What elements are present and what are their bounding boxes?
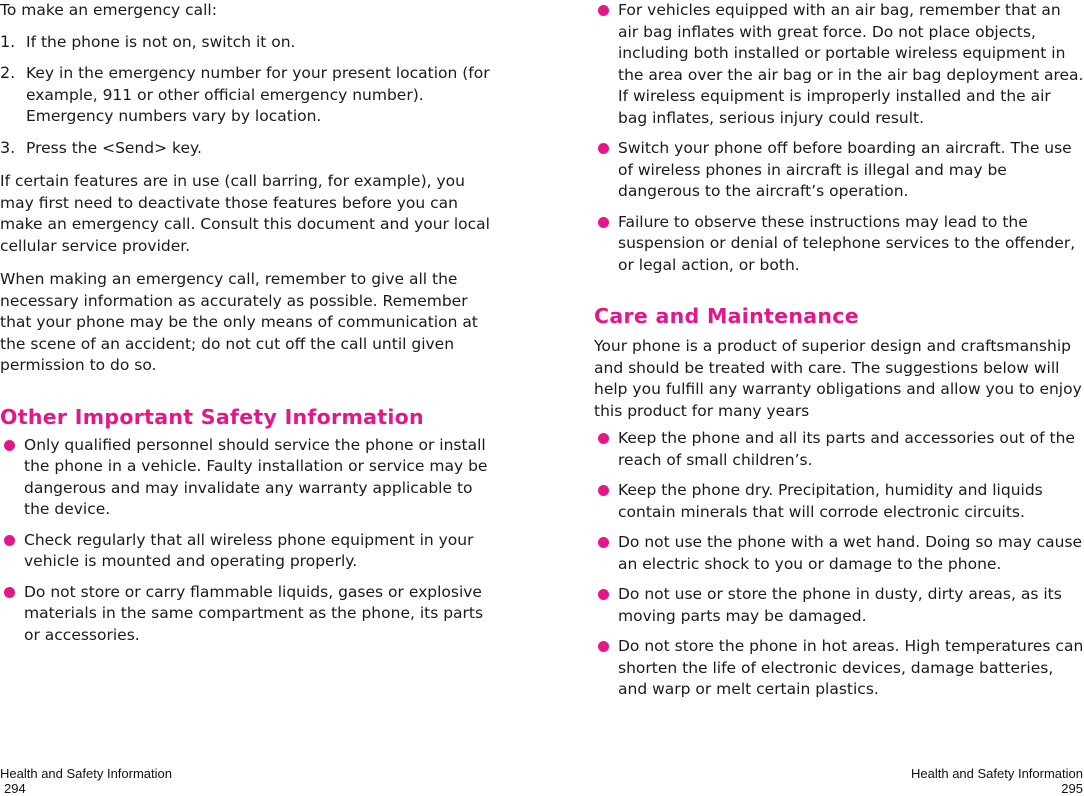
section-heading-safety: Other Important Safety Information bbox=[0, 404, 424, 429]
page-number: 294 bbox=[4, 781, 26, 796]
bullet-item bbox=[594, 584, 1084, 627]
bullet-item bbox=[0, 582, 490, 647]
bullet-dot-icon bbox=[598, 537, 609, 548]
bullet-dot-icon bbox=[598, 641, 609, 652]
bullet-text: For vehicles equipped with an air bag, remember that an air bag inflates with great force. Do not place objects, including both installed or portable wireless equipment in the area over the air bag or in the air bag deployment area. If wireless equipment is improperly installed and the air bag inflates, serious injury could result. bbox=[618, 1, 1084, 127]
page-number: 295 bbox=[1061, 781, 1083, 796]
bullet-text: Keep the phone dry. Precipitation, humidity and liquids contain minerals that will corrode electronic circuits. bbox=[618, 481, 1043, 521]
bullet-item bbox=[594, 212, 1084, 277]
care-intro-paragraph: Your phone is a product of superior design and craftsmanship and should be treated with care. The suggestions below will help you fulfill any warranty obligations and allow you to enjoy this product for many years bbox=[594, 337, 1082, 420]
step-number: 3. bbox=[0, 137, 16, 157]
footer-title: Health and Safety Information bbox=[911, 766, 1083, 781]
bullet-text: Failure to observe these instructions may lead to the suspension or denial of telephone services to the offender, or legal action, or both. bbox=[618, 212, 1076, 274]
step-3 bbox=[0, 138, 490, 160]
bullet-item bbox=[594, 0, 1084, 129]
footer-title: Health and Safety Information bbox=[0, 766, 172, 781]
step-text: Key in the emergency number for your present location (for example, 911 or other official emergency number). Emergency numbers vary by location. bbox=[26, 64, 490, 125]
bullet-dot-icon bbox=[4, 440, 15, 451]
bullet-text: Do not use the phone with a wet hand. Doing so may cause an electric shock to you or damage to the phone. bbox=[618, 533, 1083, 573]
step-2 bbox=[0, 63, 490, 128]
bullet-item bbox=[0, 530, 490, 573]
bullet-dot-icon bbox=[598, 485, 609, 496]
bullet-text: Do not store the phone in hot areas. High temperatures can shorten the life of electronic devices, damage batteries, and warp or melt certain plastics. bbox=[618, 637, 1084, 698]
step-text: If the phone is not on, switch it on. bbox=[26, 32, 296, 51]
step-text: Press the <Send> key. bbox=[26, 138, 202, 157]
bullet-item bbox=[594, 636, 1084, 701]
bullet-dot-icon bbox=[598, 5, 609, 16]
bullet-dot-icon bbox=[598, 143, 609, 154]
emergency-info-paragraph: When making an emergency call, remember to give all the necessary information as accurately as possible. Remember that your phone may be the only means of communication at the scene of an accident; do not cut off the call until given permission to do so. bbox=[0, 270, 478, 374]
right-page bbox=[594, 0, 1084, 701]
bullet-item bbox=[594, 532, 1084, 575]
bullet-dot-icon bbox=[598, 217, 609, 228]
step-number: 1. bbox=[0, 31, 16, 51]
bullet-text: Check regularly that all wireless phone equipment in your vehicle is mounted and operating properly. bbox=[24, 530, 474, 570]
bullet-text: Do not use or store the phone in dusty, dirty areas, as its moving parts may be damaged. bbox=[618, 585, 1062, 625]
bullet-text: Do not store or carry flammable liquids, gases or explosive materials in the same compartment as the phone, its parts or accessories. bbox=[24, 582, 484, 644]
bullet-dot-icon bbox=[598, 433, 609, 444]
emergency-intro: To make an emergency call: bbox=[0, 1, 217, 19]
bullet-item bbox=[594, 480, 1084, 523]
call-barring-paragraph: If certain features are in use (call barring, for example), you may first need to deactivate those features before you can make an emergency call. Consult this document and your local cellular service provider. bbox=[0, 172, 490, 255]
bullet-text: Only qualified personnel should service the phone or install the phone in a vehicle. Faulty installation or service may be dangerous and may invalidate any warranty applicable to the device. bbox=[24, 435, 488, 518]
right-footer bbox=[911, 766, 1083, 796]
step-1 bbox=[0, 32, 490, 54]
left-footer bbox=[0, 766, 172, 796]
bullet-dot-icon bbox=[4, 587, 15, 598]
bullet-dot-icon bbox=[598, 589, 609, 600]
section-heading-care: Care and Maintenance bbox=[594, 304, 859, 328]
bullet-dot-icon bbox=[4, 535, 15, 546]
bullet-item bbox=[0, 435, 490, 521]
bullet-item bbox=[594, 138, 1084, 203]
bullet-item bbox=[594, 428, 1084, 471]
step-number: 2. bbox=[0, 63, 16, 82]
bullet-text: Keep the phone and all its parts and accessories out of the reach of small children’s. bbox=[618, 429, 1075, 469]
bullet-text: Switch your phone off before boarding an aircraft. The use of wireless phones in aircraft is illegal and may be dangerous to the aircraft’s operation. bbox=[618, 139, 1072, 200]
left-page bbox=[0, 0, 490, 646]
